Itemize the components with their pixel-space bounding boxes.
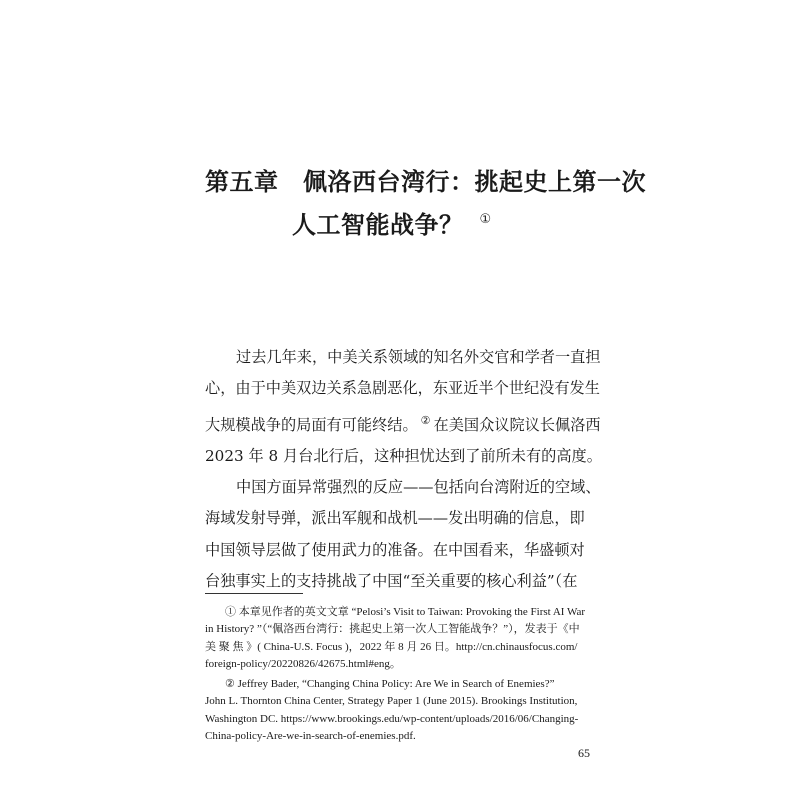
paragraph-2-line-2: 海域发射导弹，派出军舰和战机——发出明确的信息，即 — [205, 509, 585, 528]
footnote-2-line-3: Washington DC. https://www.brookings.edu/wp-content/uploads/2016/06/Changing- — [205, 712, 579, 725]
footnotes — [205, 604, 605, 745]
paragraph-2-line-3: 中国领导层做了使用武力的准备。在中国看来，华盛顿对 — [205, 540, 585, 559]
footnote-1-line-1: ① 本章见作者的英文文章 “Pelosi’s Visit to Taiwan: Provoking the First AI War — [225, 606, 586, 618]
footnote-2-line-1: ② Jeffrey Bader, “Changing China Policy: Are We in Search of Enemies?” — [225, 678, 555, 691]
footnote-ref-2[interactable]: ② — [420, 413, 431, 427]
paragraph-1-line-2: 心，由于中美双边关系急剧恶化，东亚近半个世纪没有发生 — [205, 379, 600, 398]
page-number: 65 — [578, 746, 590, 760]
footnote-divider — [205, 593, 303, 594]
chapter-title-line-1: 第五章 佩洛西台湾行：挑起史上第一次 — [205, 168, 646, 196]
body-text — [205, 342, 615, 597]
paragraph-2 — [205, 472, 615, 597]
footnote-ref-1[interactable]: ① — [479, 212, 492, 227]
chapter-title-line-2 — [205, 201, 625, 244]
footnote-2-line-2: John L. Thornton China Center, Strategy Paper 1 (June 2015). Brookings Institution, — [205, 695, 578, 708]
chapter-title-line-2-text: 人工智能战争？ — [292, 211, 464, 239]
paragraph-2-line-4: 台独事实上的支持挑战了中国“至关重要的核心利益”（在 — [205, 572, 578, 591]
footnote-1 — [205, 604, 605, 673]
footnote-1-line-4: foreign-policy/20220826/42675.html#eng。 — [205, 657, 401, 670]
chapter-title — [205, 163, 646, 244]
footnote-2-line-4: China-policy-Are-we-in-search-of-enemies.pdf. — [205, 730, 416, 743]
paragraph-1 — [205, 342, 615, 472]
paragraph-1-line-3 — [205, 405, 615, 441]
footnote-2 — [205, 676, 605, 745]
paragraph-1-line-3-a: 大规模战争的局面有可能终结。 — [205, 415, 418, 434]
paragraph-2-line-1: 中国方面异常强烈的反应——包括向台湾附近的空域、 — [236, 478, 601, 497]
paragraph-1-line-4: 2023 年 8 月台北行后，这种担忧达到了前所未有的高度。 — [205, 446, 602, 465]
paragraph-1-line-1: 过去几年来，中美关系领域的知名外交官和学者一直担 — [236, 348, 601, 366]
footnote-1-line-2: in History? ”（“佩洛西台湾行：挑起史上第一次人工智能战争？”），发表于《中 — [205, 623, 580, 636]
paragraph-1-line-3-b: 在美国众议院议长佩洛西 — [433, 415, 601, 434]
footnote-1-line-3: 美 聚 焦 》( China-U.S. Focus )，2022 年 8 月 26 日。http://cn.chinausfocus.com/ — [205, 640, 578, 653]
